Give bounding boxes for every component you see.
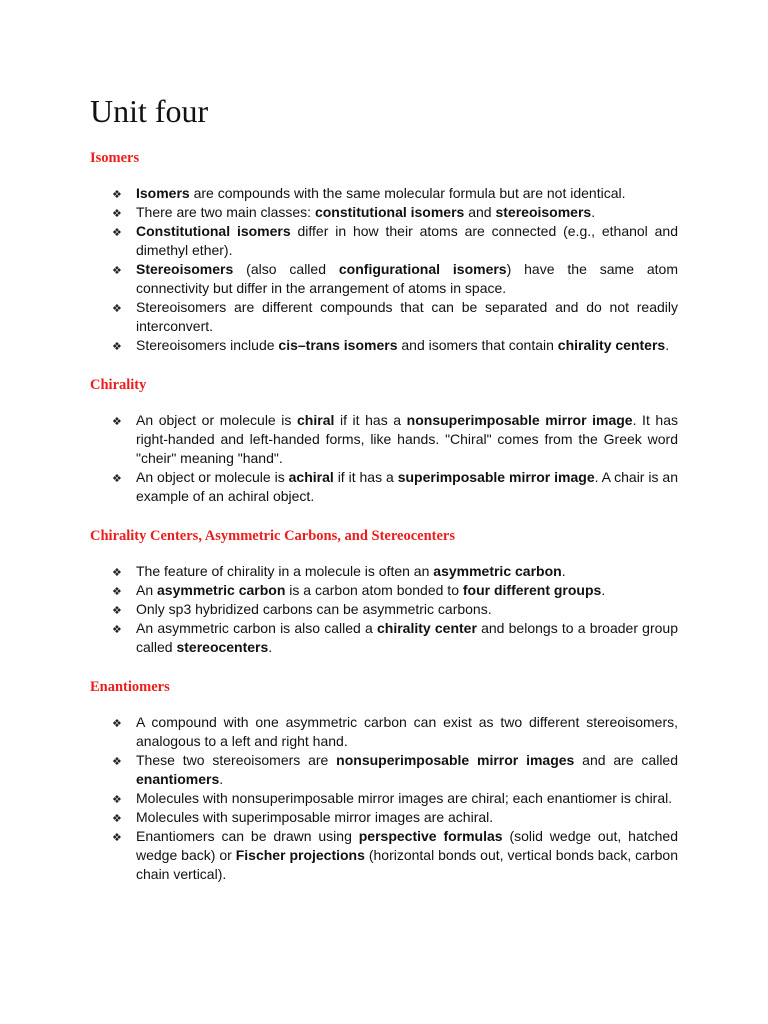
text-run: . [219, 771, 224, 787]
diamond-bullet-icon: ❖ [112, 207, 122, 220]
text-run: Molecules with nonsuperimposable mirror images are chiral; each enantiomer is chiral. [136, 790, 673, 806]
bold-term: nonsuperimposable mirror image [406, 412, 633, 428]
text-run: (solid wedge out, hatched wedge back) or [136, 828, 678, 863]
text-run: Molecules with superimposable mirror images are achiral. [136, 809, 494, 825]
bold-term: stereocenters [176, 639, 269, 655]
text-run: (also called [233, 261, 339, 277]
bold-term: perspective formulas [358, 828, 503, 844]
bold-term: configurational isomers [338, 261, 507, 277]
text-run: Stereoisomers include [136, 337, 279, 353]
text-run: Stereoisomers are different compounds that can be separated and do not readily interconvert. [136, 299, 678, 334]
diamond-bullet-icon: ❖ [112, 604, 122, 617]
bold-term: cis–trans isomers [278, 337, 398, 353]
list-item [90, 751, 678, 789]
diamond-bullet-icon: ❖ [112, 755, 122, 768]
list-item [90, 298, 678, 336]
diamond-bullet-icon: ❖ [112, 831, 122, 844]
diamond-bullet-icon: ❖ [112, 793, 122, 806]
text-run: Only sp3 hybridized carbons can be asymmetric carbons. [136, 601, 492, 617]
list-item [90, 562, 678, 581]
list-item [90, 468, 678, 506]
bullet-list [90, 713, 678, 884]
diamond-bullet-icon: ❖ [112, 302, 122, 315]
text-run: . [591, 204, 596, 220]
list-item [90, 203, 678, 222]
text-run: if it has a [333, 469, 398, 485]
diamond-bullet-icon: ❖ [112, 264, 122, 277]
text-run: The feature of chirality in a molecule is often an [136, 563, 434, 579]
text-run: are compounds with the same molecular formula but are not identical. [189, 185, 626, 201]
section [90, 528, 678, 657]
text-run: . [561, 563, 566, 579]
text-run: ) have the same atom connectivity but differ in the arrangement of atoms in space. [136, 261, 679, 296]
bold-term: Isomers [136, 185, 190, 201]
list-item [90, 411, 678, 468]
section [90, 679, 678, 884]
text-run: These two stereoisomers are [136, 752, 337, 768]
bold-term: stereoisomers [495, 204, 592, 220]
diamond-bullet-icon: ❖ [112, 566, 122, 579]
bold-term: superimposable mirror image [397, 469, 595, 485]
text-run: and [464, 204, 496, 220]
section [90, 377, 678, 506]
bullet-list [90, 562, 678, 657]
text-run: differ in how their atoms are connected (e.g., ethanol and dimethyl ether). [136, 223, 678, 258]
diamond-bullet-icon: ❖ [112, 585, 122, 598]
list-item [90, 713, 678, 751]
text-run: Enantiomers can be drawn using [136, 828, 359, 844]
bold-term: four different groups [462, 582, 602, 598]
bold-term: asymmetric carbon [157, 582, 286, 598]
text-run: There are two main classes: [136, 204, 315, 220]
text-run: and belongs to a broader group called [136, 620, 678, 655]
diamond-bullet-icon: ❖ [112, 623, 122, 636]
bold-term: achiral [288, 469, 334, 485]
bullet-list [90, 184, 678, 355]
diamond-bullet-icon: ❖ [112, 472, 122, 485]
text-run: A compound with one asymmetric carbon can exist as two different stereoisomers, analogous to a left and right hand. [136, 714, 678, 749]
bold-term: enantiomers [136, 771, 220, 787]
list-item [90, 260, 678, 298]
text-run: . [601, 582, 606, 598]
list-item [90, 222, 678, 260]
bold-term: Stereoisomers [136, 261, 234, 277]
bold-term: constitutional isomers [314, 204, 465, 220]
list-item [90, 600, 678, 619]
page-title: Unit four [90, 93, 209, 129]
text-run: . [268, 639, 273, 655]
text-run: An object or molecule is [136, 469, 289, 485]
section-heading: Chirality Centers, Asymmetric Carbons, and Stereocenters [90, 528, 455, 544]
section-heading: Isomers [90, 150, 140, 166]
text-run: if it has a [334, 412, 407, 428]
list-item [90, 827, 678, 884]
text-run: . [665, 337, 670, 353]
document-page [90, 92, 678, 906]
text-run: . It has right-handed and left-handed forms, like hands. "Chiral" comes from the Greek word "cheir" meaning "hand". [136, 412, 678, 466]
diamond-bullet-icon: ❖ [112, 226, 122, 239]
diamond-bullet-icon: ❖ [112, 717, 122, 730]
diamond-bullet-icon: ❖ [112, 340, 122, 353]
list-item [90, 619, 678, 657]
text-run: and are called [574, 752, 679, 768]
diamond-bullet-icon: ❖ [112, 812, 122, 825]
bold-term: Fischer projections [235, 847, 365, 863]
list-item [90, 789, 678, 808]
text-run: (horizontal bonds out, vertical bonds back, carbon chain vertical). [136, 847, 678, 882]
diamond-bullet-icon: ❖ [112, 415, 122, 428]
bold-term: Constitutional isomers [136, 223, 291, 239]
section-heading: Chirality [90, 377, 147, 393]
bold-term: chirality centers [557, 337, 666, 353]
section [90, 150, 678, 355]
text-run: . A chair is an example of an achiral object. [136, 469, 678, 504]
bold-term: chiral [297, 412, 335, 428]
text-run: An object or molecule is [136, 412, 298, 428]
bullet-list [90, 411, 678, 506]
section-heading: Enantiomers [90, 679, 170, 695]
list-item [90, 336, 678, 355]
bold-term: asymmetric carbon [433, 563, 562, 579]
text-run: and isomers that contain [397, 337, 558, 353]
list-item [90, 808, 678, 827]
bold-term: chirality center [377, 620, 477, 636]
text-run: An asymmetric carbon is also called a [136, 620, 377, 636]
bold-term: nonsuperimposable mirror images [336, 752, 575, 768]
document-body [90, 150, 678, 884]
list-item [90, 581, 678, 600]
diamond-bullet-icon: ❖ [112, 188, 122, 201]
text-run: is a carbon atom bonded to [285, 582, 463, 598]
list-item [90, 184, 678, 203]
text-run: An [136, 582, 158, 598]
